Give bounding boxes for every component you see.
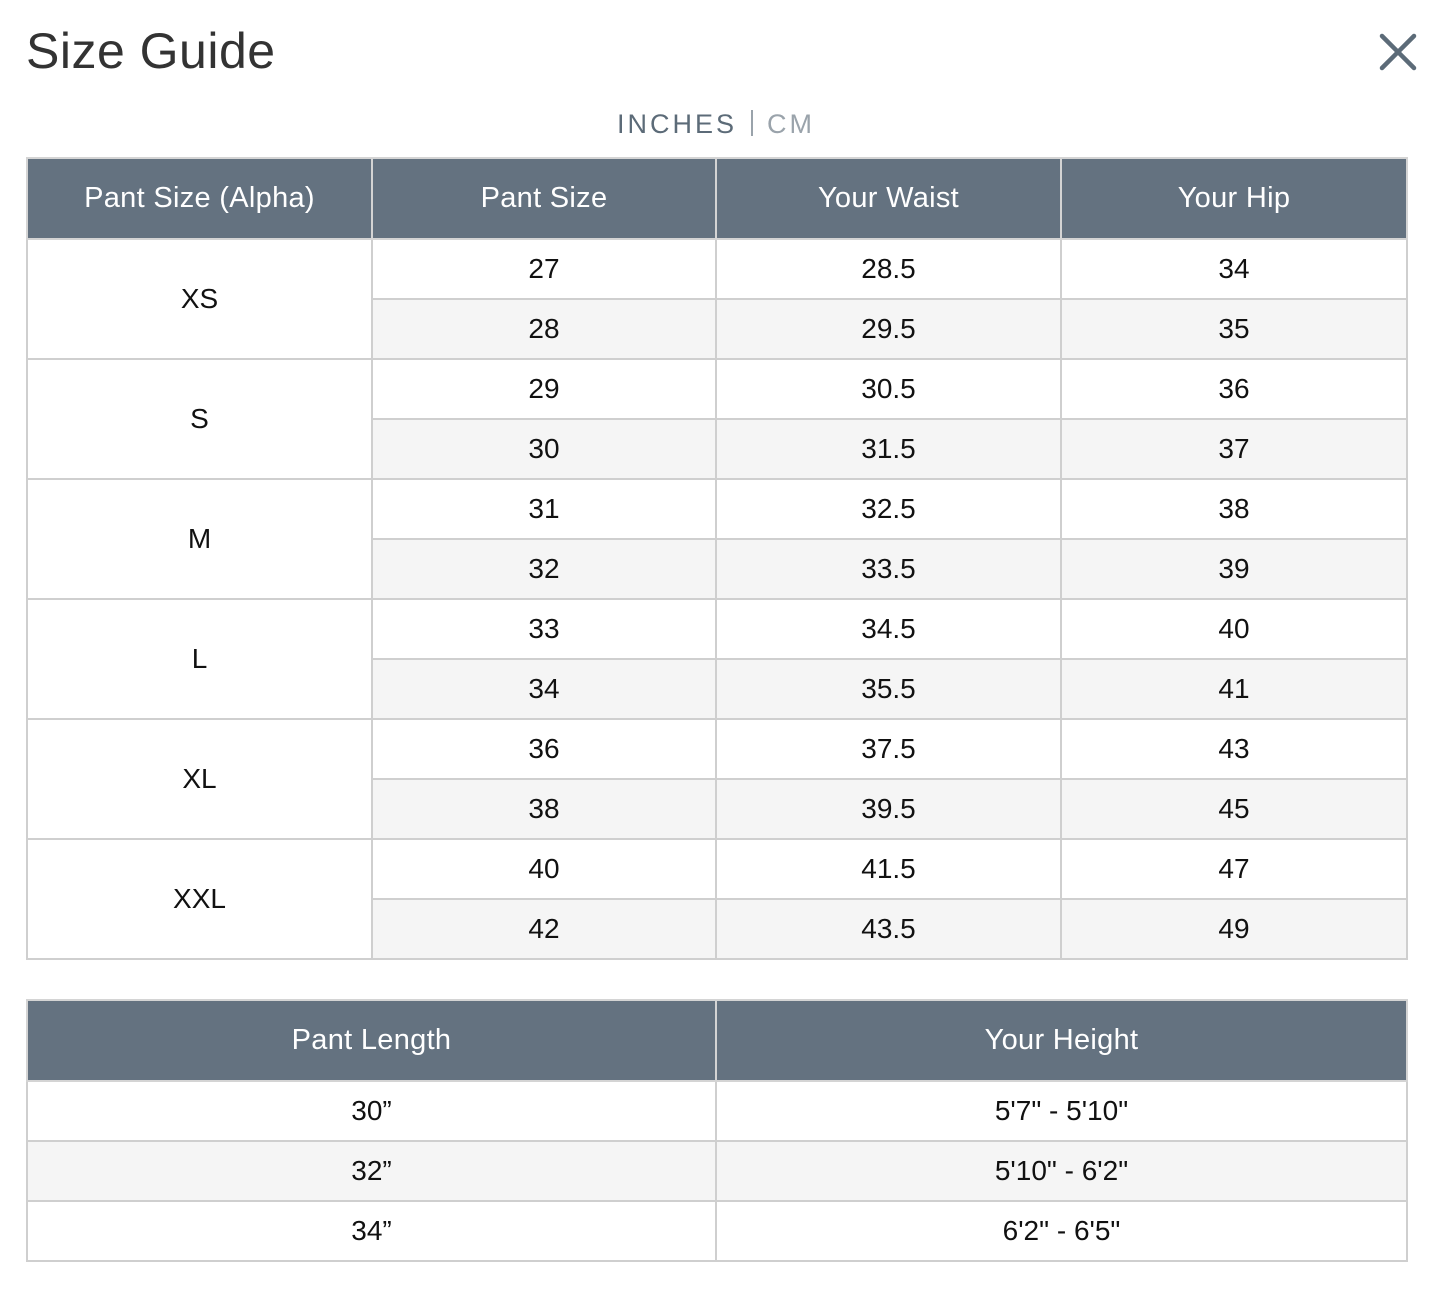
alpha-size-cell: XL — [27, 719, 372, 839]
pant-size-cell: 40 — [372, 839, 716, 899]
hip-cell: 47 — [1061, 839, 1407, 899]
height-cell: 6'2" - 6'5" — [716, 1201, 1407, 1261]
pant-length-cell: 34” — [27, 1201, 716, 1261]
pant-size-cell: 34 — [372, 659, 716, 719]
unit-toggle — [0, 106, 1432, 142]
header-your-waist: Your Waist — [716, 158, 1061, 239]
hip-cell: 39 — [1061, 539, 1407, 599]
alpha-size-cell: M — [27, 479, 372, 599]
unit-separator — [751, 110, 753, 136]
pant-size-cell: 32 — [372, 539, 716, 599]
pant-length-cell: 32” — [27, 1141, 716, 1201]
waist-cell: 29.5 — [716, 299, 1061, 359]
height-cell: 5'7" - 5'10" — [716, 1081, 1407, 1141]
waist-cell: 39.5 — [716, 779, 1061, 839]
waist-cell: 30.5 — [716, 359, 1061, 419]
close-icon — [1376, 30, 1420, 74]
hip-cell: 36 — [1061, 359, 1407, 419]
height-cell: 5'10" - 6'2" — [716, 1141, 1407, 1201]
pant-size-cell: 36 — [372, 719, 716, 779]
waist-cell: 43.5 — [716, 899, 1061, 959]
table-row — [27, 239, 1407, 299]
length-table-header — [27, 1000, 1407, 1081]
waist-cell: 31.5 — [716, 419, 1061, 479]
hip-cell: 49 — [1061, 899, 1407, 959]
alpha-size-cell: S — [27, 359, 372, 479]
alpha-size-cell: XS — [27, 239, 372, 359]
alpha-size-cell: XXL — [27, 839, 372, 959]
waist-cell: 37.5 — [716, 719, 1061, 779]
hip-cell: 37 — [1061, 419, 1407, 479]
hip-cell: 34 — [1061, 239, 1407, 299]
hip-cell: 40 — [1061, 599, 1407, 659]
waist-cell: 41.5 — [716, 839, 1061, 899]
pant-size-cell: 42 — [372, 899, 716, 959]
hip-cell: 38 — [1061, 479, 1407, 539]
header-pant-size: Pant Size — [372, 158, 716, 239]
unit-cm-button[interactable]: CM — [767, 109, 815, 139]
pant-size-cell: 38 — [372, 779, 716, 839]
unit-inches-button[interactable]: INCHES — [616, 109, 737, 139]
table-row — [27, 479, 1407, 539]
pant-size-cell: 29 — [372, 359, 716, 419]
pant-length-cell: 30” — [27, 1081, 716, 1141]
header-pant-size-alpha: Pant Size (Alpha) — [27, 158, 372, 239]
hip-cell: 45 — [1061, 779, 1407, 839]
hip-cell: 43 — [1061, 719, 1407, 779]
waist-cell: 33.5 — [716, 539, 1061, 599]
size-table-header — [27, 158, 1407, 239]
pant-size-cell: 28 — [372, 299, 716, 359]
page-title: Size Guide — [26, 23, 276, 79]
size-table — [26, 157, 1408, 960]
length-table — [26, 999, 1408, 1262]
table-row — [27, 1141, 1407, 1201]
table-row — [27, 359, 1407, 419]
close-button[interactable] — [1376, 30, 1420, 74]
table-row — [27, 839, 1407, 899]
waist-cell: 35.5 — [716, 659, 1061, 719]
table-row — [27, 1201, 1407, 1261]
header-your-hip: Your Hip — [1061, 158, 1407, 239]
pant-size-cell: 30 — [372, 419, 716, 479]
alpha-size-cell: L — [27, 599, 372, 719]
table-row — [27, 599, 1407, 659]
header-your-height: Your Height — [716, 1000, 1407, 1081]
waist-cell: 34.5 — [716, 599, 1061, 659]
table-row — [27, 719, 1407, 779]
table-row — [27, 1081, 1407, 1141]
waist-cell: 32.5 — [716, 479, 1061, 539]
waist-cell: 28.5 — [716, 239, 1061, 299]
pant-size-cell: 31 — [372, 479, 716, 539]
pant-size-cell: 27 — [372, 239, 716, 299]
hip-cell: 41 — [1061, 659, 1407, 719]
pant-size-cell: 33 — [372, 599, 716, 659]
hip-cell: 35 — [1061, 299, 1407, 359]
header-pant-length: Pant Length — [27, 1000, 716, 1081]
